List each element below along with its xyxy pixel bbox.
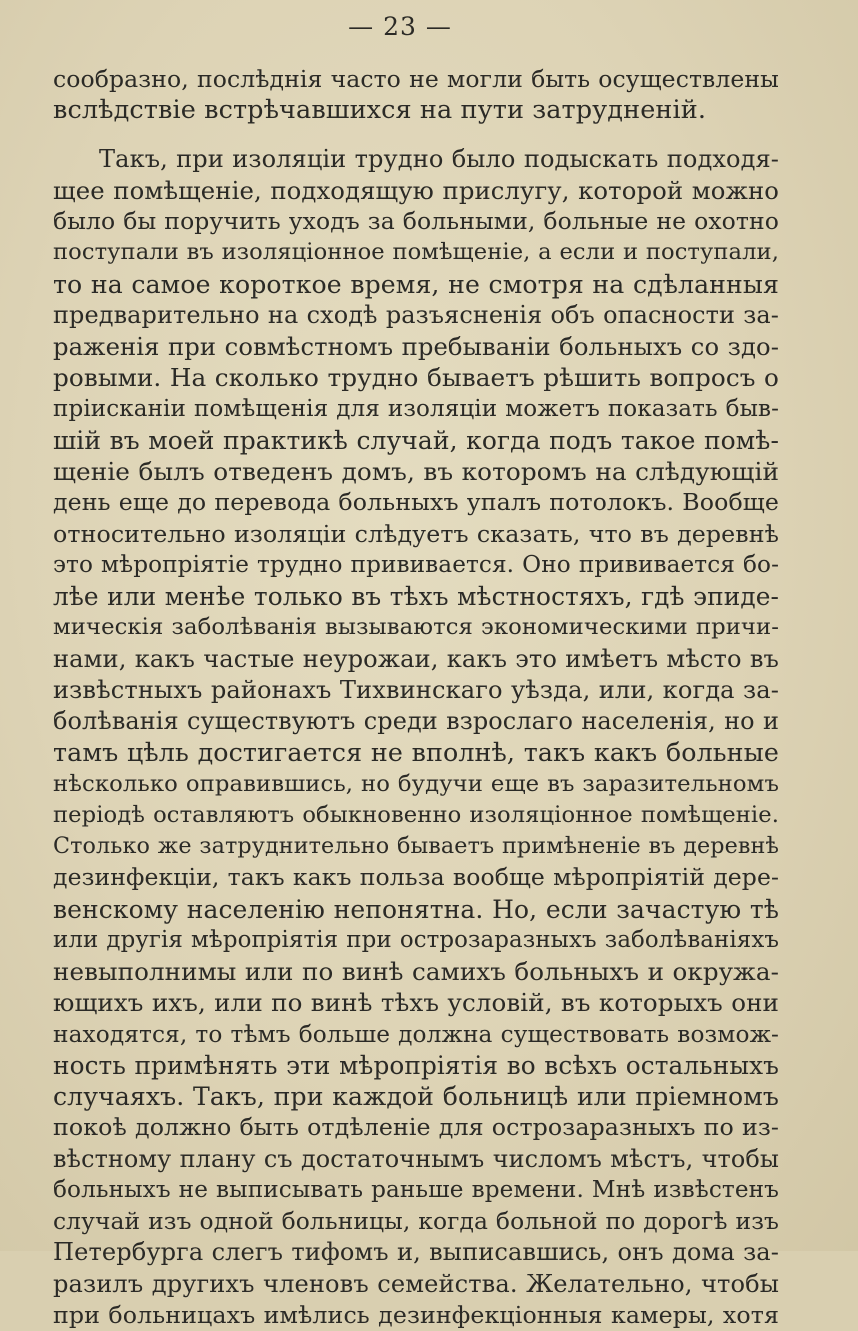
text-line: нѣсколько оправившись, но будучи еще въ заразительномъ xyxy=(53,769,779,800)
text-line: венскому населенію непонятна. Но, если зачастую тѣ xyxy=(53,894,779,925)
text-line: щеніе былъ отведенъ домъ, въ которомъ на слѣдующій xyxy=(53,456,779,487)
text-line: нами, какъ частые неурожаи, какъ это имѣетъ мѣсто въ xyxy=(53,644,779,675)
text-line: ность примѣнять эти мѣропріятія во всѣхъ остальныхъ xyxy=(53,1050,779,1081)
text-line: разилъ другихъ членовъ семейства. Желательно, чтобы xyxy=(53,1269,779,1300)
text-line: это мѣропріятіе трудно прививается. Оно прививается бо- xyxy=(53,550,779,581)
text-line: при больницахъ имѣлись дезинфекціонныя камеры, хотя xyxy=(53,1300,779,1331)
text-line: было бы поручить уходъ за больными, больные не охотно xyxy=(53,206,779,237)
text-line: мическія заболѣванія вызываются экономическими причи- xyxy=(53,612,779,643)
paragraph-2 xyxy=(53,144,779,1331)
text-line: предварительно на сходѣ разъясненія объ опасности за- xyxy=(53,300,779,331)
text-line: относительно изоляціи слѣдуетъ сказать, что въ деревнѣ xyxy=(53,519,779,550)
text-line: то на самое короткое время, не смотря на сдѣланныя xyxy=(53,269,779,300)
text-line: щее помѣщеніе, подходящую прислугу, которой можно xyxy=(53,175,779,206)
text-line: раженія при совмѣстномъ пребываніи больныхъ со здо- xyxy=(53,331,779,362)
text-line: случай изъ одной больницы, когда больной по дорогѣ изъ xyxy=(53,1206,779,1237)
text-line: находятся, то тѣмъ больше должна существовать возмож- xyxy=(53,1019,779,1050)
text-line: Столько же затруднительно бываетъ примѣненіе въ деревнѣ xyxy=(53,831,779,862)
text-line: извѣстныхъ районахъ Тихвинскаго уѣзда, или, когда за- xyxy=(53,675,779,706)
text-line: періодѣ оставляютъ обыкновенно изоляціонное помѣщеніе. xyxy=(53,800,779,831)
text-line: или другія мѣропріятія при острозаразныхъ заболѣваніяхъ xyxy=(53,925,779,956)
text-line: поступали въ изоляціонное помѣщеніе, а если и поступали, xyxy=(53,237,779,268)
text-line: шій въ моей практикѣ случай, когда подъ такое помѣ- xyxy=(53,425,779,456)
text-line: вѣстному плану съ достаточнымъ числомъ мѣстъ, чтобы xyxy=(53,1144,779,1175)
paragraph-1 xyxy=(53,64,779,127)
text-line: лѣе или менѣе только въ тѣхъ мѣстностяхъ, гдѣ эпиде- xyxy=(53,581,779,612)
text-line: случаяхъ. Такъ, при каждой больницѣ или пріемномъ xyxy=(53,1081,779,1112)
text-line: ровыми. На сколько трудно бываетъ рѣшить вопросъ о xyxy=(53,362,779,393)
text-line: невыполнимы или по винѣ самихъ больныхъ и окружа- xyxy=(53,956,779,987)
text-line: пріисканіи помѣщенія для изоляціи можетъ показать быв- xyxy=(53,394,779,425)
text-line: Такъ, при изоляціи трудно было подыскать подходя- xyxy=(53,144,779,175)
paragraph-spacer xyxy=(53,127,779,144)
text-line: больныхъ не выписывать раньше времени. Мнѣ извѣстенъ xyxy=(53,1175,779,1206)
text-line: сообразно, послѣднія часто не могли быть осуществлены xyxy=(53,64,779,95)
text-line: болѣванія существуютъ среди взрослаго населенія, но и xyxy=(53,706,779,737)
page-number: — 23 — xyxy=(0,12,800,41)
body-text xyxy=(53,64,779,1331)
text-line: Петербурга слегъ тифомъ и, выписавшись, онъ дома за- xyxy=(53,1237,779,1268)
text-line: дезинфекціи, такъ какъ польза вообще мѣропріятій дере- xyxy=(53,862,779,893)
text-line: вслѣдствіе встрѣчавшихся на пути затрудненій. xyxy=(53,95,779,126)
text-line: покоѣ должно быть отдѣленіе для острозаразныхъ по из- xyxy=(53,1112,779,1143)
text-line: тамъ цѣль достигается не вполнѣ, такъ какъ больные xyxy=(53,737,779,768)
text-line: день еще до перевода больныхъ упалъ потолокъ. Вообще xyxy=(53,487,779,518)
text-line: ющихъ ихъ, или по винѣ тѣхъ условій, въ которыхъ они xyxy=(53,987,779,1018)
